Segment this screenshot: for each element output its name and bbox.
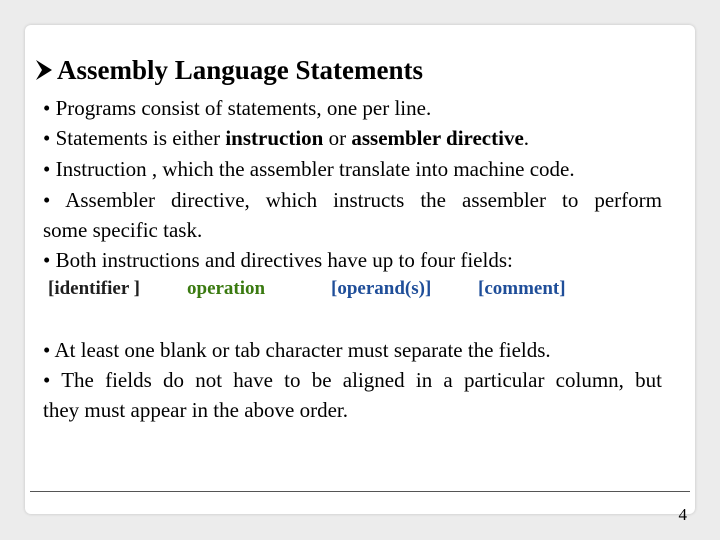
- bullet-statements-directive: assembler directive: [351, 126, 524, 150]
- bullet-programs: • Programs consist of statements, one per line.: [43, 96, 432, 120]
- bullet-directive-line2: some specific task.: [43, 218, 203, 242]
- bullet-directive-line1: • Assembler directive, which instructs the assembler to perform: [43, 188, 662, 212]
- field-comment: [comment]: [478, 278, 566, 299]
- bullet-statements: [43, 125, 529, 151]
- bullet-alignment-line1: • The fields do not have to be aligned in a particular column, but: [43, 368, 662, 392]
- slide: [25, 25, 695, 524]
- bullet-statements-pre: • Statements is either: [43, 126, 226, 150]
- field-operation: operation: [187, 278, 266, 299]
- bullet-statements-instruction: instruction: [225, 126, 324, 150]
- bullet-fields: • Both instructions and directives have up to four fields:: [43, 248, 513, 272]
- bullet-alignment-line2: they must appear in the above order.: [43, 398, 348, 422]
- bullet-statements-mid: or: [323, 126, 352, 150]
- page-number: 4: [678, 505, 687, 524]
- bullet-statements-post: .: [523, 126, 530, 150]
- slide-title: [35, 53, 423, 87]
- arrowhead-bullet-icon: [35, 59, 53, 81]
- field-operands: [operand(s)]: [331, 278, 432, 299]
- bullet-instruction: • Instruction , which the assembler translate into machine code.: [43, 157, 575, 181]
- bullet-separator: • At least one blank or tab character must separate the fields.: [43, 338, 551, 362]
- field-identifier: [identifier ]: [48, 278, 140, 299]
- slide-title-text: Assembly Language Statements: [57, 55, 424, 85]
- footer-divider: [30, 491, 690, 492]
